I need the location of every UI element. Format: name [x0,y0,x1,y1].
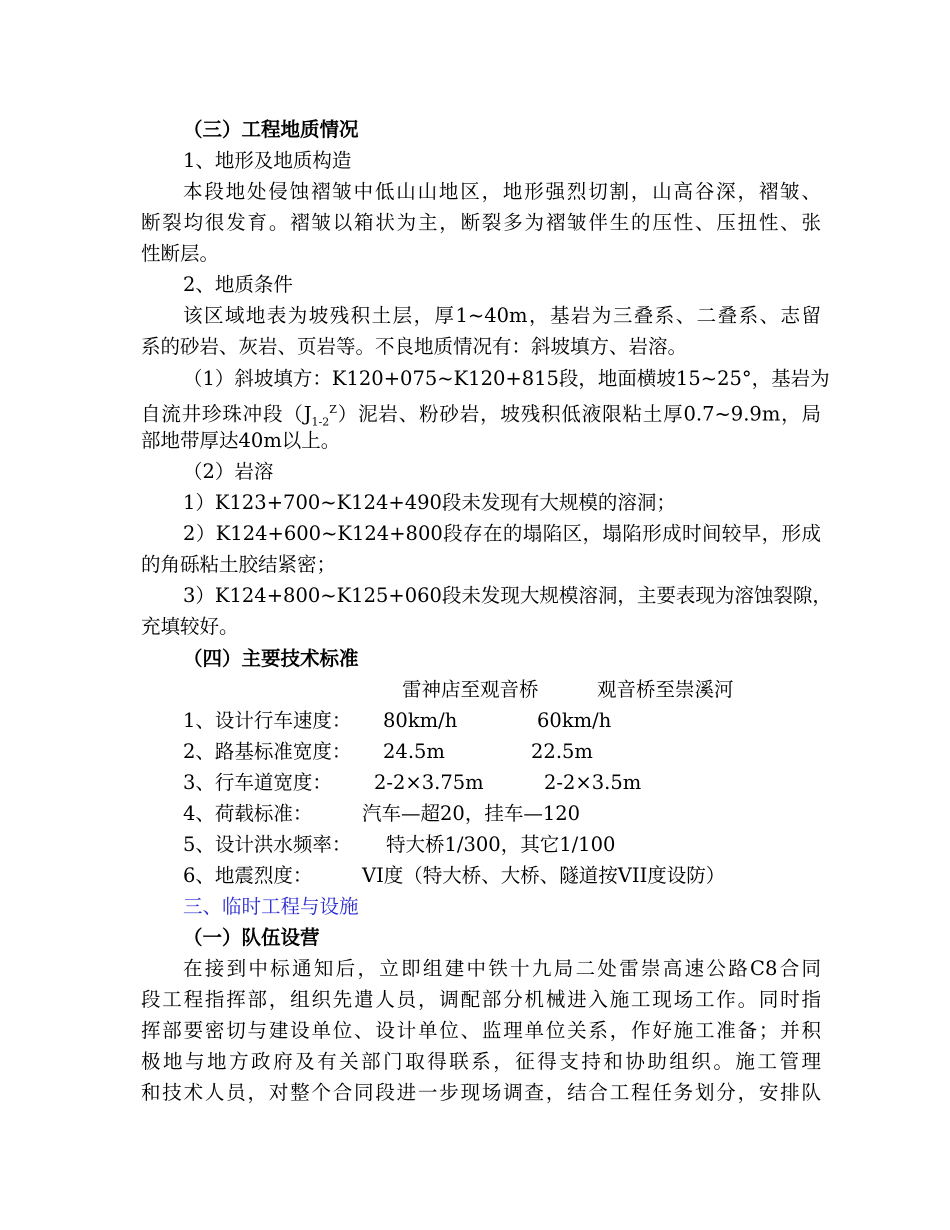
section-heading-standards: （四）主要技术标准 [183,647,359,670]
list-item: 2）K124+600~K124+800段存在的塌陷区，塌陷形成时间较早，形成 [183,522,821,545]
subheading-terrain: 1、地形及地质构造 [183,149,352,172]
standard-value-b: 2-2×3.5m [544,771,642,794]
paragraph-line: 性断层。 [141,242,220,265]
paragraph-line: 段工程指挥部，组织先遣人员，调配部分机械进入施工现场工作。同时指 [141,988,821,1011]
standard-value-a: 2-2×3.75m [374,771,484,794]
standard-label: 1、设计行车速度： [183,709,352,732]
section-heading-team-setup: （一）队伍设营 [183,926,320,949]
standard-value-b: 22.5m [531,740,593,763]
paragraph-line: 本段地处侵蚀褶皱中低山山地区，地形强烈切割，山高谷深，褶皱、 [183,180,821,203]
standard-label: 4、荷载标准： [183,802,313,825]
paragraph-line: 系的砂岩、灰岩、页岩等。不良地质情况有：斜坡填方、岩溶。 [141,335,688,358]
paragraph-line: 断裂均很发育。褶皱以箱状为主，断裂多为褶皱伴生的压性、压扭性、张 [141,211,821,234]
subheading-karst: （2）岩溶 [183,460,274,483]
list-item: 3）K124+800~K125+060段未发现大规模溶洞，主要表现为溶蚀裂隙， [183,584,832,607]
standards-header-segment-1: 雷神店至观音桥 [402,678,539,701]
standard-value-a: 汽车—超20，挂车—120 [362,802,581,825]
standard-value-a: 24.5m [383,740,445,763]
standard-value-a: 80km/h [383,709,458,732]
list-item-continuation: 的角砾粘土胶结紧密； [141,553,337,576]
paragraph-line: 该区域地表为坡残积土层，厚1~40m，基岩为三叠系、二叠系、志留 [183,304,821,327]
section-heading-geology: （三）工程地质情况 [183,118,359,141]
standard-value-b: 60km/h [537,709,612,732]
part-heading-temporary-works[interactable]: 三、临时工程与设施 [183,895,359,918]
standard-label: 5、设计洪水频率： [183,833,352,856]
paragraph-line: 部地带厚达40m以上。 [141,429,341,452]
formation-superscript: Z [329,403,337,416]
standard-label: 2、路基标准宽度： [183,740,352,763]
list-item-continuation: 充填较好。 [141,615,239,638]
standard-label: 6、地震烈度： [183,864,313,887]
paragraph-line: 极地与地方政府及有关部门取得联系，征得支持和协助组织。施工管理 [141,1050,821,1073]
paragraph-line: （1）斜坡填方：K120+075~K120+815段，地面横坡15~25°，基岩为 [183,367,830,390]
paragraph-line: 挥部要密切与建设单位、设计单位、监理单位关系，作好施工准备；并积 [141,1019,821,1042]
formation-subscript: 1-2 [311,415,330,429]
standard-value-a: VI度（特大桥、大桥、隧道按VII度设防） [362,864,726,887]
subheading-geology-conditions: 2、地质条件 [183,273,293,296]
list-item: 1）K123+700~K124+490段未发现有大规模的溶洞； [183,491,676,514]
paragraph-line: 在接到中标通知后，立即组建中铁十九局二处雷崇高速公路C8合同 [183,957,821,980]
formation-text-post: ）泥岩、粉砂岩，坡残积低液限粘土厚0.7~9.9m，局 [336,402,821,426]
standard-value-a: 特大桥1/300，其它1/100 [386,833,616,856]
standards-header-segment-2: 观音桥至崇溪河 [597,678,734,701]
standard-label: 3、行车道宽度： [183,771,332,794]
paragraph-line: 和技术人员，对整个合同段进一步现场调查，结合工程任务划分，安排队 [141,1081,821,1104]
formation-text-pre: 自流井珍珠冲段（J [141,402,312,426]
